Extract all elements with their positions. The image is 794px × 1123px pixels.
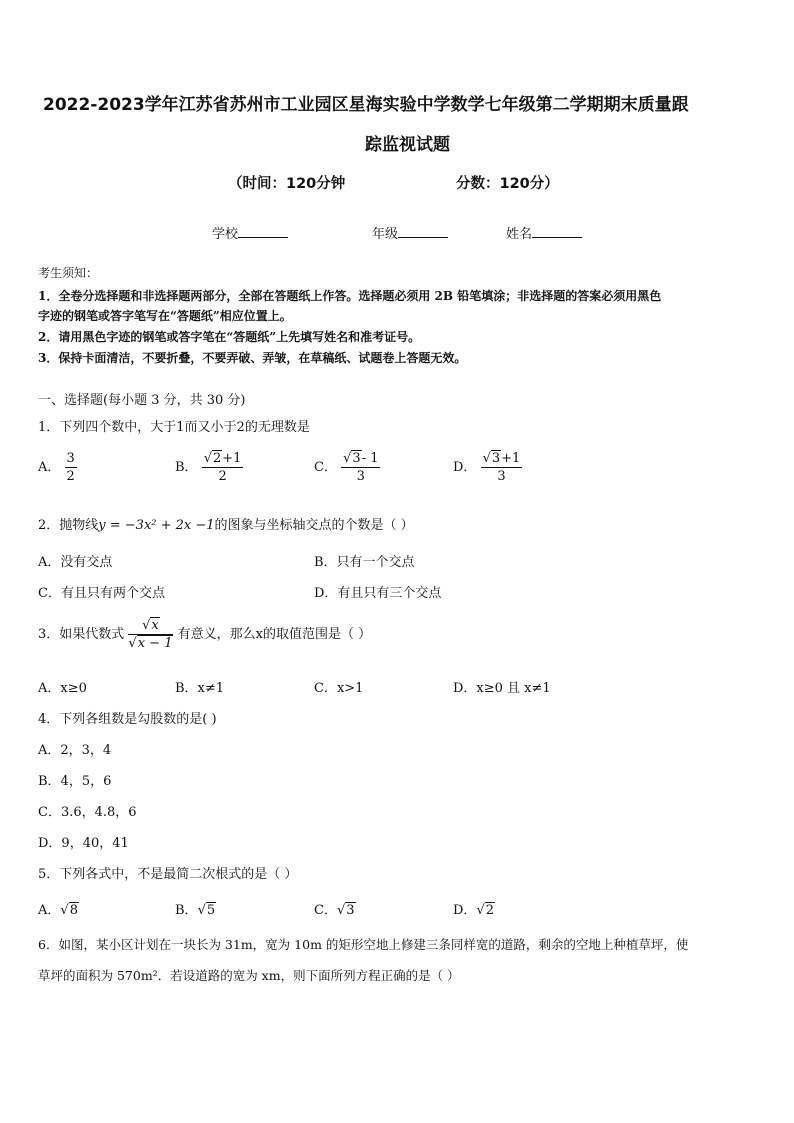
numerator [481, 451, 523, 468]
q2-option-d[interactable]: D．有且只有三个交点 [314, 586, 442, 601]
q2-option-b[interactable]: B．只有一个交点 [314, 555, 415, 570]
notice-heading: 考生须知： [38, 266, 99, 280]
q3-option-c[interactable]: C．x>1 [314, 681, 364, 696]
stem-text: 2．抛物线 [38, 518, 99, 533]
denominator [128, 635, 173, 651]
sqrt-icon: √ [203, 451, 212, 466]
question-1-stem: 1．下列四个数中，大于1而又小于2的无理数是 [38, 420, 310, 435]
exam-time: （时间：120分钟 [228, 176, 346, 192]
name-blank[interactable] [532, 225, 582, 238]
grade-label: 年级 [372, 227, 399, 242]
notice-item: 1．全卷分选择题和非选择题两部分，全部在答题纸上作答。选择题必须用 2B 铅笔填涂；非选择题的答案必须用黑色 [38, 289, 662, 303]
school-field[interactable] [212, 223, 288, 242]
numerator [202, 451, 244, 468]
option-letter: A． [38, 460, 61, 475]
formula: y = −3x² + 2x −1 [98, 518, 215, 533]
denominator: 2 [218, 469, 227, 484]
q4-option-b[interactable]: B．4，5，6 [38, 774, 112, 789]
school-blank[interactable] [238, 225, 288, 238]
sqrt-icon: √ [128, 636, 137, 651]
page-title-line2: 踪监视试题 [365, 135, 450, 155]
q5-option-b[interactable] [175, 899, 216, 918]
sqrt-icon: √ [197, 903, 206, 918]
question-4-stem: 4．下列各组数是勾股数的是( ) [38, 712, 217, 727]
option-letter: D． [453, 903, 477, 918]
q1-option-b[interactable] [175, 451, 243, 484]
q2-option-a[interactable]: A．没有交点 [38, 555, 113, 570]
sqrt-icon: √ [142, 618, 151, 633]
q2-option-c[interactable]: C．有且只有两个交点 [38, 586, 165, 601]
grade-blank[interactable] [398, 225, 448, 238]
exam-score: 分数：120分） [456, 176, 559, 192]
option-letter: A． [38, 903, 61, 918]
q4-option-d[interactable]: D．9，40，41 [38, 836, 129, 851]
name-field[interactable] [506, 223, 582, 242]
numerator-tail: - 1 [361, 451, 379, 466]
question-3-stem [38, 618, 371, 651]
question-6-line1: 6．如图，某小区计划在一块长为 31m，宽为 10m 的矩形空地上修建三条同样宽的道路，剩余的空地上种植草坪，使 [38, 937, 689, 952]
q3-option-a[interactable]: A．x≥0 [38, 681, 87, 696]
q3-option-b[interactable]: B．x≠1 [175, 681, 225, 696]
q5-option-c[interactable] [314, 899, 356, 918]
notice-item: 2．请用黑色字迹的钢笔或答字笔在“答题纸”上先填写姓名和准考证号。 [38, 330, 421, 344]
notice-item: 字迹的钢笔或答字笔写在“答题纸”相应位置上。 [38, 309, 292, 323]
radicand: 3 [491, 451, 501, 466]
radicand: 2 [485, 903, 495, 918]
radicand: x − 1 [137, 636, 173, 651]
radicand: 3 [352, 451, 361, 466]
sqrt-icon: √ [336, 903, 346, 918]
radicand: 5 [206, 903, 216, 918]
q4-option-c[interactable]: C．3.6，4.8，6 [38, 805, 137, 820]
option-letter: D． [453, 460, 477, 475]
question-2-stem [38, 514, 414, 533]
stem-text: 3．如果代数式 [38, 627, 125, 642]
school-label: 学校 [212, 227, 239, 242]
radicand: 8 [69, 903, 78, 918]
sqrt-icon: √ [482, 451, 491, 466]
q3-option-d[interactable]: D．x≥0 且 x≠1 [453, 681, 551, 696]
sqrt-icon: √ [60, 903, 69, 918]
option-letter: B． [175, 903, 198, 918]
question-5-stem: 5．下列各式中，不是最简二次根式的是（ ） [38, 867, 298, 882]
option-letter: C． [314, 903, 337, 918]
numerator: 3 [66, 451, 75, 466]
option-letter: B． [175, 460, 198, 475]
q5-option-d[interactable] [453, 899, 495, 918]
q1-option-c[interactable] [314, 451, 380, 484]
q1-option-d[interactable] [453, 451, 522, 484]
radicand: 3 [346, 903, 355, 918]
denominator: 3 [497, 469, 506, 484]
question-6-line2: 草坪的面积为 570m²．若设道路的宽为 xm，则下面所列方程正确的是（ ） [38, 968, 460, 983]
sqrt-icon: √ [343, 451, 352, 466]
name-label: 姓名 [506, 227, 533, 242]
q5-option-a[interactable] [38, 899, 79, 918]
page-title-line1: 2022-2023学年江苏省苏州市工业园区星海实验中学数学七年级第二学期期末质量跟 [43, 95, 689, 115]
numerator [128, 618, 173, 635]
section-heading: 一、选择题(每小题 3 分，共 30 分) [38, 393, 246, 408]
q4-option-a[interactable]: A．2，3，4 [38, 743, 112, 758]
radicand: x [151, 618, 159, 633]
q1-option-a[interactable] [38, 451, 77, 484]
radicand: 2 [213, 451, 222, 466]
stem-text: 的图象与坐标轴交点的个数是（ ） [214, 518, 414, 533]
stem-text: 有意义，那么x的取值范围是（ ） [177, 627, 372, 642]
denominator: 2 [66, 469, 75, 484]
denominator: 3 [356, 469, 365, 484]
sqrt-icon: √ [476, 903, 485, 918]
notice-item: 3．保持卡面清洁，不要折叠，不要弄破、弄皱，在草稿纸、试题卷上答题无效。 [38, 351, 467, 365]
grade-field[interactable] [372, 223, 448, 242]
numerator-tail: +1 [222, 451, 242, 466]
option-letter: C． [314, 460, 337, 475]
numerator [341, 451, 380, 468]
numerator-tail: +1 [501, 451, 521, 466]
